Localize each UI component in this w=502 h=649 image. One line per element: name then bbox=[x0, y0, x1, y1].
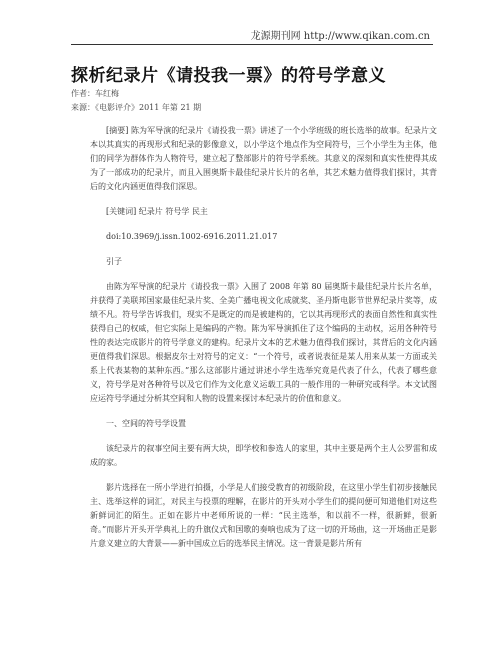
section-heading: 一、空间的符号学设置 bbox=[106, 419, 186, 428]
abstract-paragraph: [摘要] 陈为军导演的纪录片《请投我一票》讲述了一个小学班级的班长选举的故事。纪录片文本以其真实的再现形式和纪录的影像意义，以小学这个地点作为空间符号，三个小学生为主体，他们的同学为群体作为人物符号，建立起了整部影片的符号学系统。其意义的深刻和真实性使得其成为了一部成功的纪录片，而且入围奥斯卡最佳纪录片长片的名单，其艺术魅力值得我们探讨，其背后的文化内涵更值得我们深思。 bbox=[90, 126, 437, 191]
article-author: 作者：车红梅 bbox=[71, 89, 119, 98]
site-header[interactable]: 龙源期刊网 http://www.qikan.com.cn bbox=[250, 31, 430, 42]
article-title: 探析纪录片《请投我一票》的符号学意义 bbox=[71, 66, 386, 86]
intro-heading: 引子 bbox=[106, 257, 122, 266]
article-source: 来源：《电影评介》2011 年第 21 期 bbox=[71, 103, 202, 112]
keywords-line: [关键词] 纪录片 符号学 民主 bbox=[106, 207, 208, 216]
doi-line[interactable]: doi:10.3969/j.issn.1002-6916.2011.21.017 bbox=[106, 232, 278, 241]
article-body bbox=[90, 124, 437, 551]
intro-paragraph: 由陈为军导演的纪录片《请投我一票》入围了 2008 年第 80 届奥斯卡最佳纪录片长片名单，并获得了美联邦国家最佳纪录片奖、全美广播电视文化成就奖、圣丹斯电影节世界纪录片奖等，成绩不凡。符号学告诉我们，现实不是既定的而是被建构的，它以其再现形式的表面自然性和真实性获得自己的权威，但它实际上是编码的产物。陈为军导演抓住了这个编码的主动权，运用各种符号性的表达完成影片的符号学意义的建构。纪录片文本的艺术魅力值得我们探讨，其背后的文化内涵更值得我们深思。根据皮尔士对符号的定义：“一个符号，或者说表征是某人用来从某一方面或关系上代表某物的某种东西。”那么这部影片通过讲述小学生选举究竟是代表了什么，代表了哪些意义，符号学是对各种符号以及它们作为文化意义运载工具的一般作用的一种研究或科学。本文试图应运符号学通过分析其空间和人物的设置来探讨本纪录片的价值和意义。 bbox=[90, 282, 437, 403]
header-divider bbox=[71, 44, 433, 45]
section-paragraph-1: 该纪录片的叙事空间主要有两大块，即学校和参选人的家里，其中主要是两个主人公罗雷和成成的家。 bbox=[90, 444, 437, 467]
section-paragraph-2: 影片选择在一所小学进行拍摄，小学是人们接受教育的初级阶段，在这里小学生们初步接触民主、选举这样的词汇，对民主与投票的理解，在影片的开头对小学生们的提问便可知道他们对这些新鲜词汇的陌生。正如在影片中老师所说的一样：“民主选举，和以前不一样，很新鲜，很新奇。”而影片开头开学典礼上的升旗仪式和国歌的奏响也成为了这一切的开场曲，这一开场曲正是影片意义建立的大背景——新中国成立后的选举民主情况。这一背景是影片所有 bbox=[90, 483, 437, 548]
